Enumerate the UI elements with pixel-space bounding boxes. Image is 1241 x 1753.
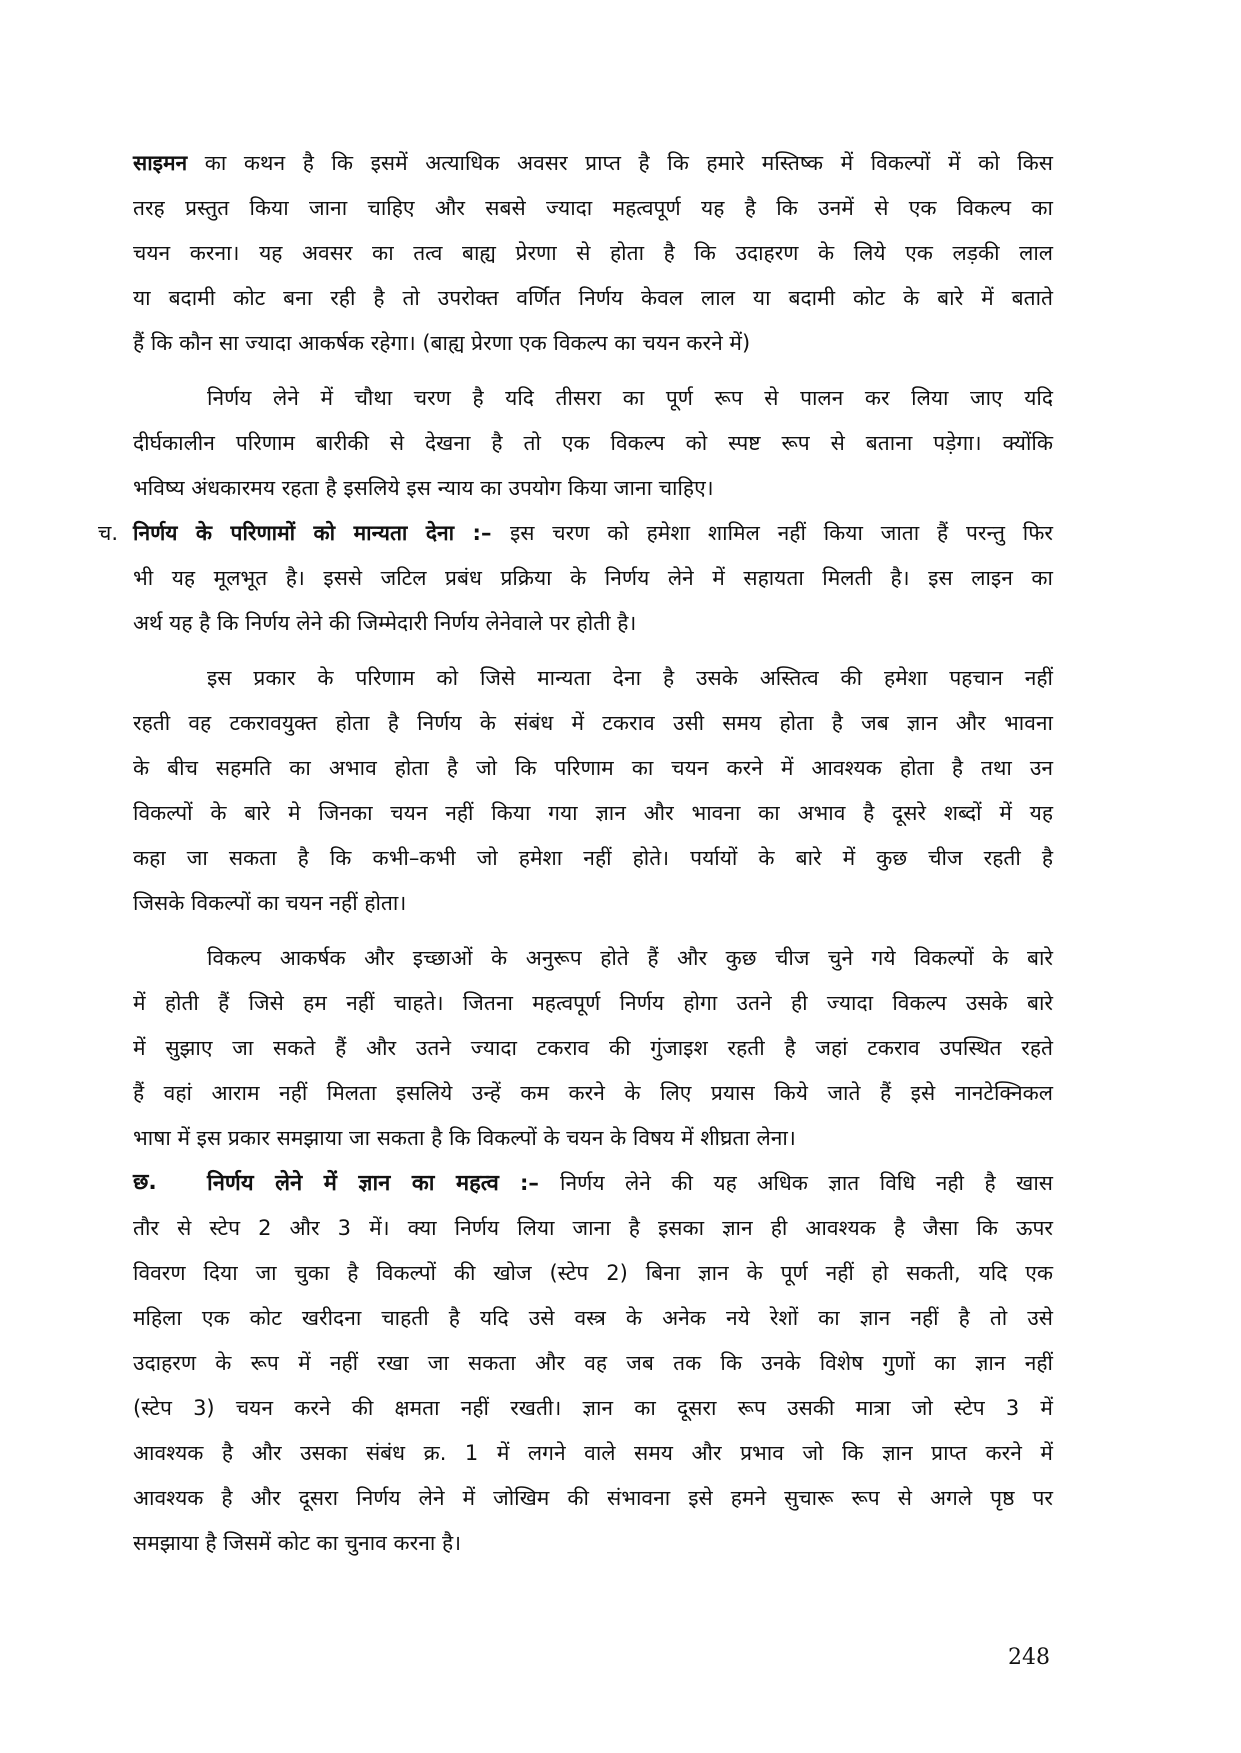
paragraph-3-line-4: विकल्पों के बारे मे जिनका चयन नहीं किया गया ज्ञान और भावना का अभाव है दूसरे शब्दों में यह (133, 801, 1053, 825)
section-chh-text: निर्णय लेने की यह अधिक ज्ञात विधि नही है खास (560, 1171, 1053, 1195)
section-chh-line-1 (207, 1168, 1053, 1198)
paragraph-3-line-2: रहती वह टकरावयुक्त होता है निर्णय के संबंध में टकराव उसी समय होता है जब ज्ञान और भावना (133, 711, 1053, 735)
section-ch-marker: च. (98, 521, 119, 545)
section-chh-line-5: उदाहरण के रूप में नहीं रखा जा सकता और वह जब तक कि उनके विशेष गुणों का ज्ञान नहीं (133, 1351, 1053, 1375)
paragraph-2-line-2: दीर्घकालीन परिणाम बारीकी से देखना है तो एक विकल्प को स्पष्ट रूप से बताना पड़ेगा। क्योंकि (133, 431, 1053, 455)
paragraph-1-line-3: चयन करना। यह अवसर का तत्व बाह्य प्रेरणा से होता है कि उदाहरण के लिये एक लड़की लाल (133, 241, 1053, 265)
page-number: 248 (1008, 1645, 1050, 1670)
paragraph-1-line-5: हैं कि कौन सा ज्यादा आकर्षक रहेगा। (बाह्य प्रेरणा एक विकल्प का चयन करने में) (133, 331, 751, 355)
paragraph-4-line-4: हैं वहां आराम नहीं मिलता इसलिये उन्हें कम करने के लिए प्रयास किये जाते हैं इसे नानटेक्निकल (133, 1081, 1053, 1105)
paragraph-3-line-1: इस प्रकार के परिणाम को जिसे मान्यता देना है उसके अस्तित्व की हमेशा पहचान नहीं (207, 666, 1053, 690)
section-chh-line-8: आवश्यक है और दूसरा निर्णय लेने में जोखिम की संभावना इसे हमने सुचारू रूप से अगले पृष्ठ पर (133, 1486, 1053, 1510)
paragraph-3-line-3: के बीच सहमति का अभाव होता है जो कि परिणाम का चयन करने में आवश्यक होता है तथा उन (133, 756, 1053, 780)
section-chh-line-2: तौर से स्टेप 2 और 3 में। क्या निर्णय लिया जाना है इसका ज्ञान ही आवश्यक है जैसा कि ऊपर (133, 1216, 1053, 1240)
section-ch-heading: निर्णय के परिणामों को मान्यता देना (133, 521, 455, 545)
section-chh-dash: :– (498, 1171, 561, 1195)
paragraph-3-line-6: जिसके विकल्पों का चयन नहीं होता। (133, 891, 407, 915)
paragraph-4-line-5: भाषा में इस प्रकार समझाया जा सकता है कि विकल्पों के चयन के विषय में शीघ्रता लेना। (133, 1126, 796, 1150)
paragraph-1-line-4: या बदामी कोट बना रही है तो उपरोक्त वर्णित निर्णय केवल लाल या बदामी कोट के बारे में बताते (133, 286, 1053, 310)
paragraph-1-line-1 (133, 148, 1053, 178)
section-chh-line-9: समझाया है जिसमें कोट का चुनाव करना है। (133, 1531, 462, 1555)
section-chh-marker: छ. (133, 1170, 157, 1195)
section-chh-line-4: महिला एक कोट खरीदना चाहती है यदि उसे वस्त्र के अनेक नये रेशों का ज्ञान नहीं है तो उसे (133, 1306, 1053, 1330)
section-ch-line-2: भी यह मूलभूत है। इससे जटिल प्रबंध प्रक्रिया के निर्णय लेने में सहायता मिलती है। इस लाइन का (133, 566, 1053, 590)
section-chh-line-6: (स्टेप 3) चयन करने की क्षमता नहीं रखती। ज्ञान का दूसरा रूप उसकी मात्रा जो स्टेप 3 में (133, 1396, 1053, 1420)
section-ch-line-1 (133, 518, 1053, 548)
section-chh-line-7: आवश्यक है और उसका संबंध क्र. 1 में लगने वाले समय और प्रभाव जो कि ज्ञान प्राप्त करने में (133, 1441, 1053, 1465)
section-ch-dash: :– (454, 521, 510, 545)
paragraph-1-line-2: तरह प्रस्तुत किया जाना चाहिए और सबसे ज्यादा महत्वपूर्ण यह है कि उनमें से एक विकल्प का (133, 196, 1053, 220)
section-ch-line-3: अर्थ यह है कि निर्णय लेने की जिम्मेदारी निर्णय लेनेवाले पर होती है। (133, 611, 637, 635)
paragraph-4-line-3: में सुझाए जा सकते हैं और उतने ज्यादा टकराव की गुंजाइश रहती है जहां टकराव उपस्थित रहते (133, 1036, 1053, 1060)
section-chh-heading: निर्णय लेने में ज्ञान का महत्व (207, 1171, 499, 1196)
paragraph-4-line-2: में होती हैं जिसे हम नहीं चाहते। जितना महत्वपूर्ण निर्णय होगा उतने ही ज्यादा विकल्प उसके बारे (133, 991, 1053, 1015)
section-ch-text: इस चरण को हमेशा शामिल नहीं किया जाता हैं परन्तु फिर (509, 521, 1053, 545)
paragraph-3-line-5: कहा जा सकता है कि कभी–कभी जो हमेशा नहीं होते। पर्यायों के बारे में कुछ चीज रहती है (133, 846, 1053, 870)
paragraph-2-line-3: भविष्य अंधकारमय रहता है इसलिये इस न्याय का उपयोग किया जाना चाहिए। (133, 476, 714, 500)
paragraph-1-text: का कथन है कि इसमें अत्याधिक अवसर प्राप्त है कि हमारे मस्तिष्क में विकल्पों में को किस (187, 151, 1053, 175)
section-chh-line-3: विवरण दिया जा चुका है विकल्पों की खोज (स्टेप 2) बिना ज्ञान के पूर्ण नहीं हो सकती, यदि एक (133, 1261, 1053, 1285)
paragraph-4-line-1: विकल्प आकर्षक और इच्छाओं के अनुरूप होते हैं और कुछ चीज चुने गये विकल्पों के बारे (207, 946, 1053, 970)
name-simon: साइमन (133, 151, 188, 175)
paragraph-2-line-1: निर्णय लेने में चौथा चरण है यदि तीसरा का पूर्ण रूप से पालन कर लिया जाए यदि (207, 386, 1053, 410)
